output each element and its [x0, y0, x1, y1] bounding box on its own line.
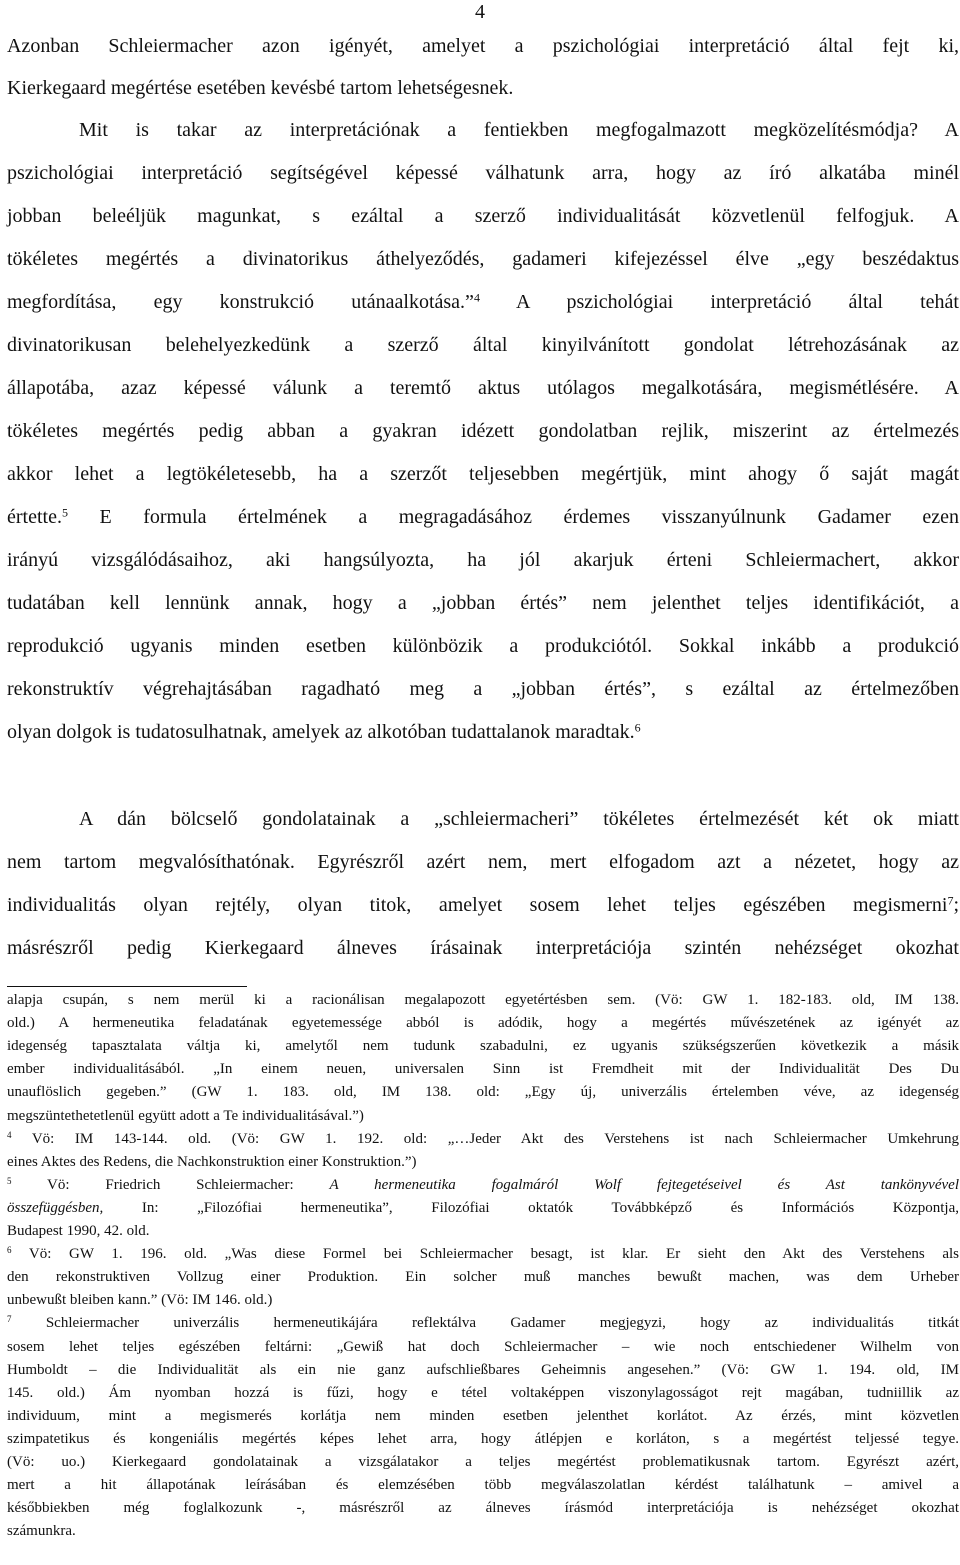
body-line: Kierkegaard megértése esetében kevésbé tartom lehetségesnek.	[7, 77, 514, 99]
text-run: értette.	[7, 506, 62, 528]
footnote-line: (Vö: uo.) Kierkegaard gondolatainak a vizsgálatakor a teljes megértést problematikusnak tartom. Egyrészt azért,	[7, 1454, 959, 1470]
body-line: állapotába, azaz képessé válunk a teremtő aktus utólagos megalkotására, megismétlésére. A	[7, 377, 959, 399]
footnote-line: old.) A hermeneutika feladatának egyetemessége abból is adódik, hogy a megértés művészetének az igényét az	[7, 1015, 959, 1032]
footnote-reference: 7	[7, 1314, 12, 1325]
body-line	[7, 288, 959, 316]
footnote-reference: 5	[61, 505, 68, 520]
body-line	[7, 891, 959, 919]
body-line: divinatorikusan belehelyezkedünk a szerző által kinyilvánított gondolat létrehozásának az	[7, 334, 959, 356]
footnote-separator	[7, 986, 247, 987]
body-line: rekonstruktív végrehajtásában ragadható meg a „jobban értés”, s ezáltal az értelmezőben	[7, 678, 959, 700]
footnote-reference: 4	[7, 1129, 12, 1140]
footnote-line: Budapest 1990, 42. old.	[7, 1223, 150, 1239]
text-run: Vö: IM 143-144. old. (Vö: GW 1. 192. old: „…Jeder Akt des Verstehens ist nach Schleiermacher Umkehrung	[11, 1130, 959, 1147]
body-line: nem tartom megvalósíthatónak. Egyrészről azért nem, mert elfogadom azt a nézetet, hogy az	[7, 851, 959, 873]
italic-title: A hermeneutika fogalmáról Wolf fejtegetéseivel és Ast tankönyvével	[329, 1176, 959, 1193]
footnote-line	[7, 1128, 959, 1150]
text-run: individualitás olyan rejtély, olyan titok, amelyet sosem lehet teljes egészében megismerni	[7, 894, 948, 916]
footnote-line: unauflöslich gegeben.” (GW 1. 183. old, IM 138. old: „Egy új, univerzális értelemben véve, az idegenség	[7, 1084, 959, 1101]
footnote-line: későbbiekben még foglalkozunk -, másrészről az álneves írásmód interpretációja is nehézséget okozhat	[7, 1500, 959, 1517]
footnote-line	[7, 1243, 959, 1265]
text-run: olyan dolgok is tudatosulhatnak, amelyek az alkotóban tudattalanok maradtak.	[7, 721, 635, 743]
text-run: Schleiermacher univerzális hermeneutikájára reflektálva Gadamer megjegyzi, hogy az individualitás titkát	[11, 1315, 959, 1332]
footnote-line: idegenség tapasztalata váltja ki, amelytől nem tudunk szabadulni, ez ugyanis szükségszerűen következik a másik	[7, 1038, 959, 1055]
body-line: tökéletes megértés a divinatorikus áthelyeződés, gadameri kifejezéssel élve „egy beszédaktus	[7, 248, 959, 270]
body-line: akkor lehet a legtökéletesebb, ha a szerzőt teljesebben megértjük, mint ahogy ő saját magát	[7, 463, 959, 485]
text-run: Vö: GW 1. 196. old. „Was diese Formel bei Schleiermacher besagt, ist klar. Er sieht den Akt des Verstehens als	[11, 1246, 959, 1263]
text-run: A pszichológiai interpretáció által tehát	[479, 291, 959, 313]
text-run: In: „Filozófiai hermeneutika”, Filozófiai oktatók Továbbképző és Információs Központja,	[103, 1199, 959, 1216]
footnote-line: Humboldt – die Individualität als ein nie ganz aufschließbares Geheimnis angesehen.” (Vö: GW 1. 194. old, IM	[7, 1361, 959, 1378]
body-line: reprodukció ugyanis minden esetben különbözik a produkciótól. Sokkal inkább a produkció	[7, 635, 959, 657]
footnote-line: ember individualitásából. „In einem neuen, universalen Sinn ist Fremdheit mit der Individualität Des Du	[7, 1061, 959, 1078]
footnote-line: szimpatetikus és kongeniális megértés képes lehet arra, hogy átlépjen e korláton, s a megértést teljessé tegye.	[7, 1430, 959, 1447]
footnote-line	[7, 1312, 959, 1334]
footnote-reference: 6	[7, 1245, 12, 1256]
footnote-reference: 7	[947, 893, 954, 908]
footnote-line	[7, 1174, 959, 1196]
footnote-line: számunkra.	[7, 1523, 76, 1540]
footnote-line: eines Aktes des Redens, die Nachkonstruktion einer Konstruktion.”)	[7, 1153, 417, 1170]
footnote-line: megszüntethetetlenül együtt adott a Te individualitásával.”)	[7, 1107, 364, 1124]
footnote-reference: 5	[7, 1175, 12, 1186]
body-line	[7, 718, 959, 746]
footnote-line	[7, 1197, 959, 1219]
body-line: Mit is takar az interpretációnak a fentiekben megfogalmazott megközelítésmódja? A	[79, 119, 959, 141]
body-line: másrészről pedig Kierkegaard álneves írásainak interpretációja szintén nehézséget okozhat	[7, 937, 959, 959]
body-line: tökéletes megértés pedig abban a gyakran idézett gondolatban rejlik, miszerint az értelmezés	[7, 420, 959, 442]
body-line: pszichológiai interpretáció segítségével képessé válhatunk arra, hogy az író alkatába minél	[7, 162, 959, 184]
footnote-line: sosem lehet teljes egészében feltárni: „Gewiß hat doch Schleiermacher – wie noch entschiedener Wilhelm von	[7, 1338, 959, 1355]
body-line: A dán bölcselő gondolatainak a „schleiermacheri” tökéletes értelmezését két ok miatt	[79, 808, 959, 830]
footnote-line: 145. old.) Ám nyomban hozzá is fűzi, hogy e tétel voltaképpen viszonylagosságot rejt magában, tudniillik az	[7, 1384, 959, 1401]
italic-title: összefüggésben,	[7, 1199, 104, 1216]
footnote-reference: 4	[473, 290, 480, 305]
text-run: megfordítása, egy konstrukció utánaalkotása.”	[7, 291, 474, 313]
body-line: irányú vizsgálódásaihoz, aki hangsúlyozta, ha jól akarjuk érteni Schleiermachert, akkor	[7, 549, 959, 571]
body-line: tudatában kell lennünk annak, hogy a „jobban értés” nem jelenthet teljes identifikációt, a	[7, 592, 959, 614]
text-run: Vö: Friedrich Schleiermacher:	[11, 1176, 330, 1193]
text-run: ;	[953, 894, 959, 916]
footnote-line: den rekonstruktiven Vollzug einer Produktion. Ein solcher muß manches bewußt machen, was dem Urheber	[7, 1269, 959, 1286]
body-line: Azonban Schleiermacher azon igényét, amelyet a pszichológiai interpretáció által fejt ki,	[7, 35, 959, 57]
page-number: 4	[475, 1, 485, 23]
text-run: E formula értelmének a megragadásához érdemes visszanyúlnunk Gadamer ezen	[67, 506, 959, 528]
footnote-line: mert a hit állapotának leírásában és elemzésében több megválaszolatlan kérdést találhatunk – amivel a	[7, 1477, 959, 1494]
footnote-line: unbewußt bleiben kann.” (Vö: IM 146. old.)	[7, 1292, 273, 1309]
body-line	[7, 503, 959, 531]
footnote-line: individuum, mint a megismerés korlátja nem minden esetben jelenthet korlátot. Az érzés, mint közvetlen	[7, 1407, 959, 1424]
footnote-line: alapja csupán, s nem merül ki a racionálisan megalapozott egyetértésben sem. (Vö: GW 1. 182-183. old, IM 138.	[7, 992, 959, 1008]
footnote-reference: 6	[634, 720, 641, 735]
body-line: jobban beleéljük magunkat, s ezáltal a szerző individualitását közvetlenül felfogjuk. A	[7, 205, 959, 227]
